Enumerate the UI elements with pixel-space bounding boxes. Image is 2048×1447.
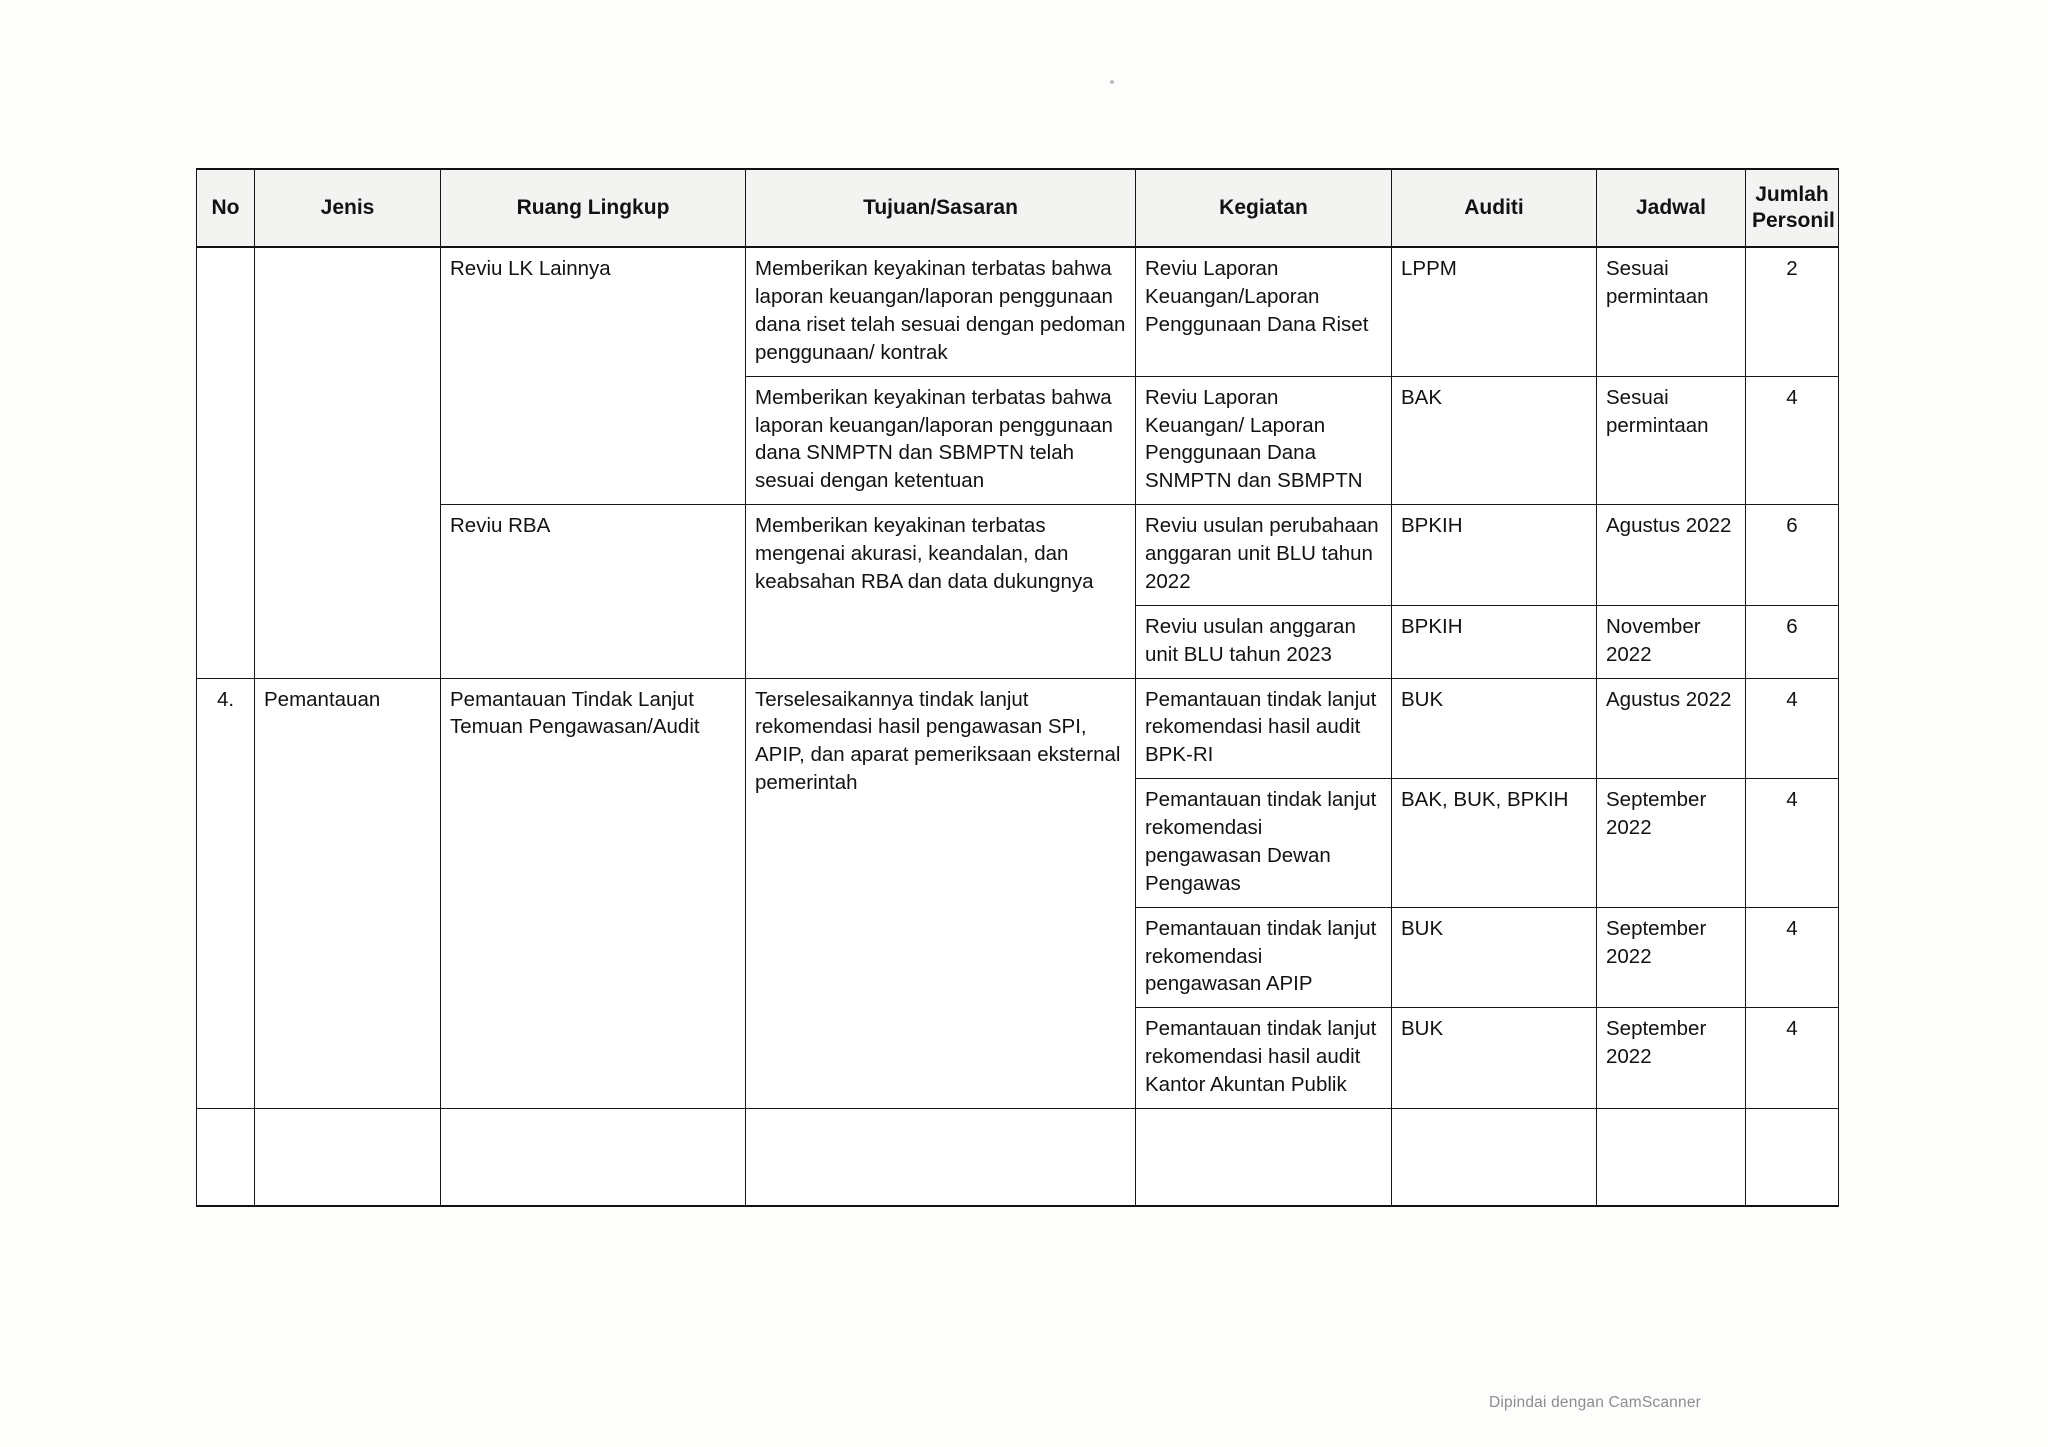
cell-empty xyxy=(197,1108,255,1206)
cell-jadwal: September 2022 xyxy=(1597,907,1746,1008)
table-header-row xyxy=(197,169,1839,247)
cell-kegiatan: Pemantauan tindak lanjut rekomendasi pengawasan APIP xyxy=(1136,907,1392,1008)
cell-empty xyxy=(1392,1108,1597,1206)
cell-ruang-lingkup: Pemantauan Tindak Lanjut Temuan Pengawasan/Audit xyxy=(441,678,746,1108)
cell-no xyxy=(197,247,255,678)
cell-tujuan-sasaran: Memberikan keyakinan terbatas mengenai akurasi, keandalan, dan keabsahan RBA dan data dukungnya xyxy=(746,505,1136,678)
audit-plan-table xyxy=(196,168,1839,1207)
cell-kegiatan: Pemantauan tindak lanjut rekomendasi hasil audit BPK-RI xyxy=(1136,678,1392,779)
cell-ruang-lingkup: Reviu RBA xyxy=(441,505,746,678)
cell-jumlah-personil: 4 xyxy=(1746,907,1839,1008)
cell-ruang-lingkup: Reviu LK Lainnya xyxy=(441,247,746,505)
column-header-tujuan-sasaran: Tujuan/Sasaran xyxy=(746,169,1136,247)
table-row xyxy=(197,678,1839,779)
cell-jumlah-personil: 4 xyxy=(1746,779,1839,908)
cell-empty xyxy=(1597,1108,1746,1206)
cell-jumlah-personil: 4 xyxy=(1746,376,1839,505)
cell-jadwal: Agustus 2022 xyxy=(1597,505,1746,606)
column-header-ruang-lingkup: Ruang Lingkup xyxy=(441,169,746,247)
cell-auditi: BPKIH xyxy=(1392,605,1597,678)
cell-jumlah-personil: 4 xyxy=(1746,1008,1839,1109)
cell-kegiatan: Reviu usulan perubahaan anggaran unit BLU tahun 2022 xyxy=(1136,505,1392,606)
cell-kegiatan: Reviu usulan anggaran unit BLU tahun 2023 xyxy=(1136,605,1392,678)
cell-empty xyxy=(746,1108,1136,1206)
column-header-auditi: Auditi xyxy=(1392,169,1597,247)
audit-plan-table-container xyxy=(196,168,1838,1207)
cell-kegiatan: Reviu Laporan Keuangan/ Laporan Penggunaan Dana SNMPTN dan SBMPTN xyxy=(1136,376,1392,505)
cell-kegiatan: Pemantauan tindak lanjut rekomendasi pengawasan Dewan Pengawas xyxy=(1136,779,1392,908)
column-header-jumlah-personil xyxy=(1746,169,1839,247)
cell-empty xyxy=(1136,1108,1392,1206)
cell-jadwal: Sesuai permintaan xyxy=(1597,376,1746,505)
cell-jumlah-personil: 6 xyxy=(1746,505,1839,606)
cell-jumlah-personil: 6 xyxy=(1746,605,1839,678)
cell-empty xyxy=(1746,1108,1839,1206)
cell-auditi: BUK xyxy=(1392,907,1597,1008)
column-header-jadwal: Jadwal xyxy=(1597,169,1746,247)
scan-speck xyxy=(1110,80,1114,84)
jumlah-personil-line-2: Personil xyxy=(1752,208,1835,232)
column-header-kegiatan: Kegiatan xyxy=(1136,169,1392,247)
cell-no: 4. xyxy=(197,678,255,1108)
table-header xyxy=(197,169,1839,247)
cell-jadwal: September 2022 xyxy=(1597,1008,1746,1109)
camscanner-watermark: Dipindai dengan CamScanner xyxy=(1489,1394,1701,1411)
cell-auditi: LPPM xyxy=(1392,247,1597,376)
cell-jenis xyxy=(255,247,441,678)
cell-auditi: BAK, BUK, BPKIH xyxy=(1392,779,1597,908)
table-row xyxy=(197,1108,1839,1206)
table-row xyxy=(197,505,1839,606)
cell-auditi: BAK xyxy=(1392,376,1597,505)
cell-kegiatan: Pemantauan tindak lanjut rekomendasi hasil audit Kantor Akuntan Publik xyxy=(1136,1008,1392,1109)
jumlah-personil-line-1: Jumlah xyxy=(1755,183,1829,206)
cell-jadwal: Sesuai permintaan xyxy=(1597,247,1746,376)
cell-tujuan-sasaran: Memberikan keyakinan terbatas bahwa laporan keuangan/laporan penggunaan dana SNMPTN dan SBMPTN telah sesuai dengan ketentuan xyxy=(746,376,1136,505)
cell-jadwal: September 2022 xyxy=(1597,779,1746,908)
cell-jadwal: Agustus 2022 xyxy=(1597,678,1746,779)
table-body xyxy=(197,247,1839,1206)
cell-jadwal: November 2022 xyxy=(1597,605,1746,678)
cell-jumlah-personil: 2 xyxy=(1746,247,1839,376)
cell-auditi: BUK xyxy=(1392,1008,1597,1109)
cell-jumlah-personil: 4 xyxy=(1746,678,1839,779)
cell-kegiatan: Reviu Laporan Keuangan/Laporan Penggunaan Dana Riset xyxy=(1136,247,1392,376)
column-header-no: No xyxy=(197,169,255,247)
cell-auditi: BPKIH xyxy=(1392,505,1597,606)
cell-tujuan-sasaran: Memberikan keyakinan terbatas bahwa laporan keuangan/laporan penggunaan dana riset telah sesuai dengan pedoman penggunaan/ kontrak xyxy=(746,247,1136,376)
column-header-jenis: Jenis xyxy=(255,169,441,247)
cell-jenis: Pemantauan xyxy=(255,678,441,1108)
cell-auditi: BUK xyxy=(1392,678,1597,779)
table-row xyxy=(197,247,1839,376)
cell-empty xyxy=(255,1108,441,1206)
cell-empty xyxy=(441,1108,746,1206)
cell-tujuan-sasaran: Terselesaikannya tindak lanjut rekomendasi hasil pengawasan SPI, APIP, dan aparat pemeriksaan eksternal pemerintah xyxy=(746,678,1136,1108)
